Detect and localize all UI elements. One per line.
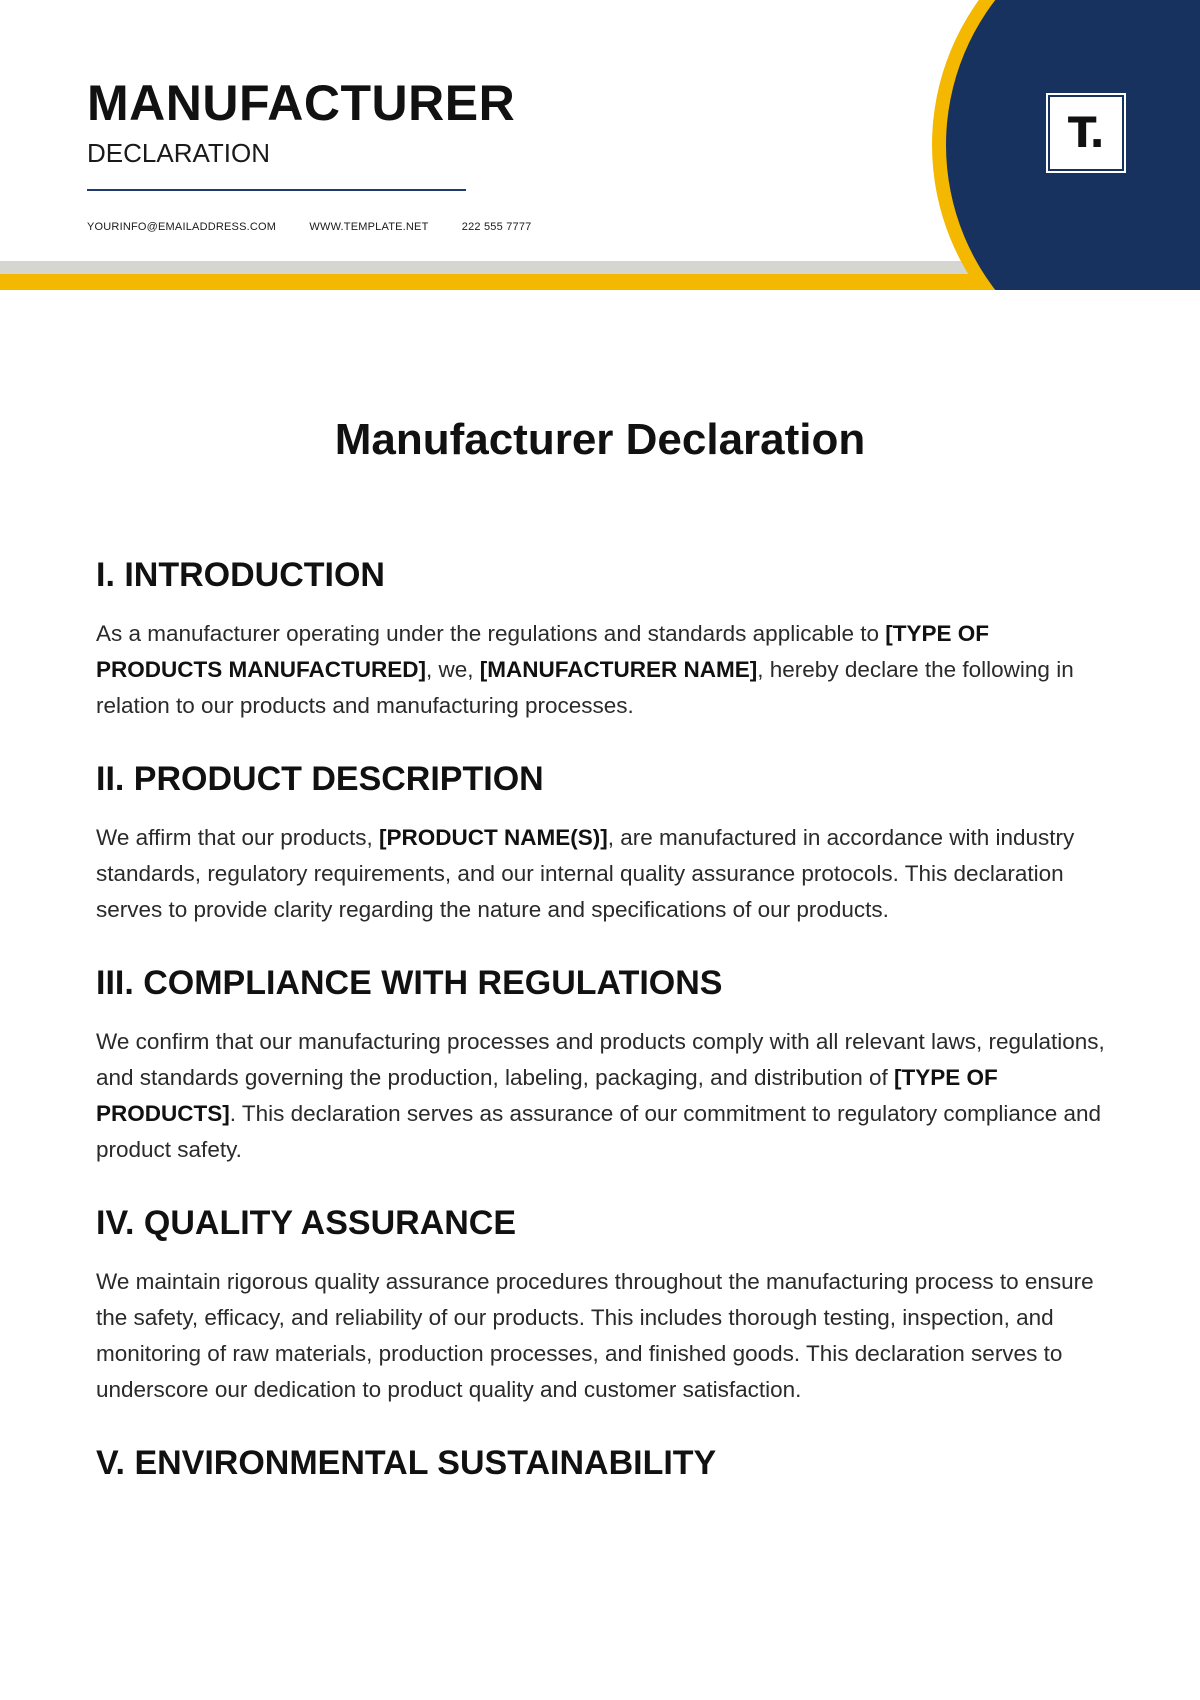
- logo-text: T.: [1067, 108, 1105, 157]
- placeholder-field: [TYPE OF PRODUCTS MANUFACTURED]: [96, 621, 990, 683]
- paragraph-text: We affirm that our products,: [96, 825, 380, 851]
- section-paragraph: [96, 1264, 1106, 1408]
- contact-phone: 222 555 7777: [461, 221, 532, 233]
- document-title: Manufacturer Declaration: [334, 415, 866, 464]
- section: [96, 556, 1106, 724]
- brand-subtitle: DECLARATION: [87, 138, 270, 168]
- placeholder-field: [MANUFACTURER NAME]: [479, 657, 758, 683]
- brand-title: MANUFACTURER: [87, 75, 516, 131]
- paragraph-text: , hereby declare the following in relation to our products and manufacturing processes.: [96, 657, 1074, 719]
- header-gold-band: [0, 274, 1000, 290]
- placeholder-field: [PRODUCT NAME(S)]: [379, 825, 608, 851]
- section: [96, 964, 1106, 1168]
- section-paragraph: [96, 616, 1106, 724]
- contact-email[interactable]: YOURINFO@EMAILADDRESS.COM: [87, 221, 277, 233]
- section-paragraph: [96, 1024, 1106, 1168]
- section: [96, 1444, 1106, 1483]
- brand-divider: [87, 189, 466, 191]
- placeholder-field: [TYPE OF PRODUCTS]: [96, 1065, 998, 1127]
- paragraph-text: . This declaration serves as assurance of our commitment to regulatory compliance and product safety.: [96, 1101, 1101, 1163]
- contact-row: [87, 221, 531, 233]
- section-heading: I. INTRODUCTION: [96, 556, 385, 594]
- logo: [1050, 97, 1122, 169]
- section-heading: IV. QUALITY ASSURANCE: [96, 1204, 517, 1243]
- paragraph-text: We confirm that our manufacturing processes and products comply with all relevant laws, regulations, and standards governing the production, labeling, packaging, and distribution of: [96, 1029, 1105, 1091]
- section-heading: V. ENVIRONMENTAL SUSTAINABILITY: [96, 1444, 717, 1483]
- section-heading: III. COMPLIANCE WITH REGULATIONS: [96, 964, 723, 1003]
- section: [96, 1204, 1106, 1408]
- paragraph-text: We maintain rigorous quality assurance procedures throughout the manufacturing process to ensure the safety, efficacy, and reliability of our products. This includes thorough testing, inspection, and monitoring of raw materials, production processes, and finished goods. This declaration serves to underscore our dedication to product quality and customer satisfaction.: [96, 1269, 1094, 1403]
- paragraph-text: , we,: [426, 657, 480, 683]
- paragraph-text: As a manufacturer operating under the regulations and standards applicable to: [96, 621, 886, 647]
- section-paragraph: [96, 820, 1106, 928]
- document-sections: [96, 556, 1106, 1519]
- section: [96, 760, 1106, 928]
- section-heading: II. PRODUCT DESCRIPTION: [96, 760, 544, 799]
- contact-website[interactable]: WWW.TEMPLATE.NET: [309, 221, 429, 233]
- header-gray-band: [0, 261, 1000, 274]
- document-header: [0, 0, 1200, 300]
- paragraph-text: , are manufactured in accordance with industry standards, regulatory requirements, and our internal quality assurance protocols. This declaration serves to provide clarity regarding the nature and specifications of our products.: [96, 825, 1075, 923]
